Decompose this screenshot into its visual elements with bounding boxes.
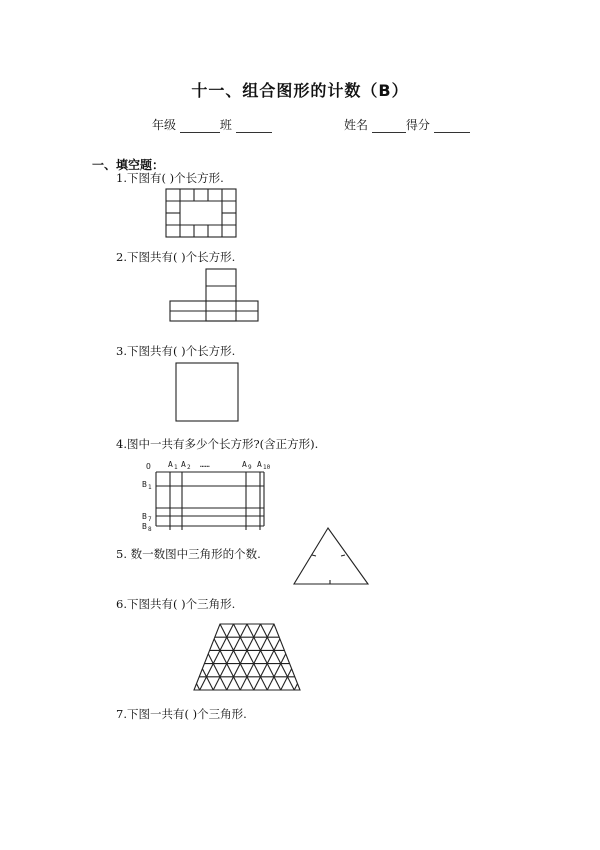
lattice-diagonal-left bbox=[294, 684, 297, 690]
label-b7-sub: 7 bbox=[148, 516, 152, 523]
label-o: O bbox=[146, 462, 151, 471]
label-a10: A bbox=[257, 460, 262, 469]
lattice-diagonal-right bbox=[208, 654, 226, 690]
question-5: 5. 数一数图中三角形的个数. bbox=[116, 547, 261, 561]
class-blank[interactable] bbox=[236, 120, 272, 133]
label-b1: B bbox=[142, 480, 147, 489]
section-heading: 一、填空题： bbox=[92, 158, 165, 172]
lattice-diagonal-left bbox=[240, 624, 274, 690]
question-6: 6.下图共有( )个三角形. bbox=[116, 597, 236, 611]
score-label: 得分 bbox=[405, 118, 430, 132]
lattice-diagonal-right bbox=[220, 624, 254, 690]
label-b8: B bbox=[142, 522, 147, 531]
question-3: 3.下图共有( )个长方形. bbox=[116, 344, 236, 358]
grade-blank[interactable] bbox=[180, 120, 220, 133]
lattice-diagonal-left bbox=[281, 669, 292, 690]
question-2: 2.下图共有( )个长方形. bbox=[116, 250, 236, 264]
lattice-diagonal-right bbox=[214, 639, 240, 690]
lattice-diagonal-right bbox=[247, 624, 281, 690]
figure-4-grid bbox=[140, 456, 280, 534]
question-7: 7.下图一共有( )个三角形. bbox=[116, 707, 247, 721]
label-b1-sub: 1 bbox=[148, 484, 152, 491]
name-blank[interactable] bbox=[372, 120, 406, 133]
label-a1-sub: 1 bbox=[174, 464, 178, 471]
lattice-diagonal-left bbox=[213, 624, 247, 690]
figure-6-trapezoid bbox=[190, 618, 306, 698]
label-a10-sub: 10 bbox=[263, 464, 271, 471]
lattice-diagonal-right bbox=[197, 684, 200, 690]
score-blank[interactable] bbox=[434, 120, 470, 133]
label-a2: A bbox=[181, 460, 186, 469]
page-title: 十一、组合图形的计数（B） bbox=[191, 81, 409, 100]
class-label: 班 bbox=[219, 118, 232, 132]
lattice-diagonal-right bbox=[234, 624, 268, 690]
figure-5-triangle bbox=[290, 524, 374, 588]
label-a9-sub: 9 bbox=[248, 464, 252, 471]
question-4: 4.图中一共有多少个长方形?(含正方形). bbox=[116, 437, 319, 451]
lattice-diagonal-left bbox=[254, 639, 280, 690]
grade-field bbox=[152, 116, 272, 133]
label-b8-sub: 8 bbox=[148, 526, 152, 533]
label-b7: B bbox=[142, 512, 147, 521]
name-field bbox=[344, 116, 470, 133]
figure-1-grid bbox=[160, 186, 242, 242]
label-a1: A bbox=[168, 460, 173, 469]
label-dots: …… bbox=[200, 460, 210, 469]
label-a9: A bbox=[242, 460, 247, 469]
figure-3-square bbox=[172, 360, 242, 424]
figure-2-cross bbox=[166, 266, 262, 324]
grade-label: 年级 bbox=[152, 118, 177, 132]
question-1: 1.下图有( )个长方形. bbox=[116, 171, 224, 185]
name-label: 姓名 bbox=[344, 118, 369, 132]
lattice-diagonal-right bbox=[202, 669, 213, 690]
lattice-diagonal-left bbox=[227, 624, 261, 690]
label-a2-sub: 2 bbox=[187, 464, 191, 471]
lattice-diagonal-left bbox=[267, 654, 285, 690]
